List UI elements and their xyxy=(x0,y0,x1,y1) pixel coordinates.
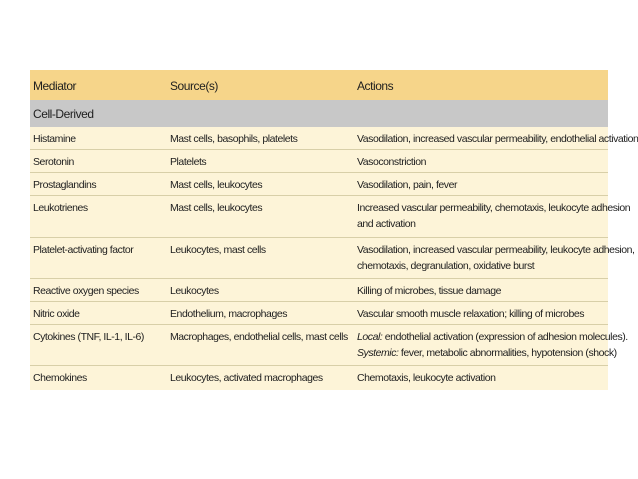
systemic-text: fever, metabolic abnormalities, hypotension (shock) xyxy=(398,347,617,359)
actions-line: and activation xyxy=(357,218,416,230)
actions-line-systemic xyxy=(357,345,617,361)
actions-cell xyxy=(354,196,631,237)
table-row xyxy=(30,279,608,302)
mediator-cell: Nitric oxide xyxy=(33,308,80,320)
actions-cell xyxy=(354,127,638,149)
source-cell: Mast cells, basophils, platelets xyxy=(170,133,298,145)
table-row xyxy=(30,238,635,279)
table-row xyxy=(30,325,628,366)
actions-line: Chemotaxis, leukocyte activation xyxy=(357,372,496,384)
source-cell: Mast cells, leukocytes xyxy=(170,202,263,214)
actions-cell xyxy=(354,366,608,390)
source-cell: Leukocytes, mast cells xyxy=(170,244,266,256)
actions-line: Vasodilation, pain, fever xyxy=(357,179,458,191)
source-cell: Leukocytes, activated macrophages xyxy=(170,372,323,384)
table-row xyxy=(30,302,608,325)
systemic-label: Systemic: xyxy=(357,347,399,359)
actions-line: Increased vascular permeability, chemotaxis, leukocyte adhesion xyxy=(357,202,631,214)
header-mediator: Mediator xyxy=(33,79,77,93)
actions-cell xyxy=(354,302,608,324)
actions-line: Killing of microbes, tissue damage xyxy=(357,285,502,297)
mediator-cell: Platelet-activating factor xyxy=(33,244,134,256)
mediator-cell: Reactive oxygen species xyxy=(33,285,139,297)
mediator-cell: Prostaglandins xyxy=(33,179,97,191)
actions-line: Vasodilation, increased vascular permeability, endothelial activation xyxy=(357,133,638,145)
actions-cell xyxy=(354,238,635,278)
actions-line: chemotaxis, degranulation, oxidative burst xyxy=(357,260,535,272)
mediator-cell: Leukotrienes xyxy=(33,202,88,214)
mediators-table xyxy=(30,70,638,390)
table-row xyxy=(30,150,608,173)
mediator-cell: Serotonin xyxy=(33,156,74,168)
section-row-cell-derived xyxy=(30,100,608,127)
actions-cell xyxy=(354,150,608,172)
source-cell: Platelets xyxy=(170,156,207,168)
mediator-cell: Chemokines xyxy=(33,372,87,384)
table-row xyxy=(30,127,638,150)
local-text: endothelial activation (expression of adhesion molecules). xyxy=(382,331,628,343)
header-actions: Actions xyxy=(357,79,394,93)
source-cell: Leukocytes xyxy=(170,285,219,297)
actions-cell xyxy=(354,173,608,195)
header-sources: Source(s) xyxy=(170,79,218,93)
actions-line: Vasoconstriction xyxy=(357,156,427,168)
source-cell: Mast cells, leukocytes xyxy=(170,179,263,191)
source-cell: Endothelium, macrophages xyxy=(170,308,288,320)
actions-line-local xyxy=(357,329,628,345)
actions-cell xyxy=(354,325,628,365)
source-cell: Macrophages, endothelial cells, mast cells xyxy=(170,331,348,343)
mediator-cell: Histamine xyxy=(33,133,76,145)
local-label: Local: xyxy=(357,331,383,343)
mediator-cell: Cytokines (TNF, IL-1, IL-6) xyxy=(33,331,144,343)
table-row xyxy=(30,173,608,196)
table-row xyxy=(30,196,631,238)
actions-cell xyxy=(354,279,608,301)
section-label: Cell-Derived xyxy=(33,107,94,121)
actions-line: Vascular smooth muscle relaxation; killing of microbes xyxy=(357,308,585,320)
table-row xyxy=(30,366,608,390)
table-header-row xyxy=(30,70,608,100)
actions-line: Vasodilation, increased vascular permeability, leukocyte adhesion, xyxy=(357,244,635,256)
